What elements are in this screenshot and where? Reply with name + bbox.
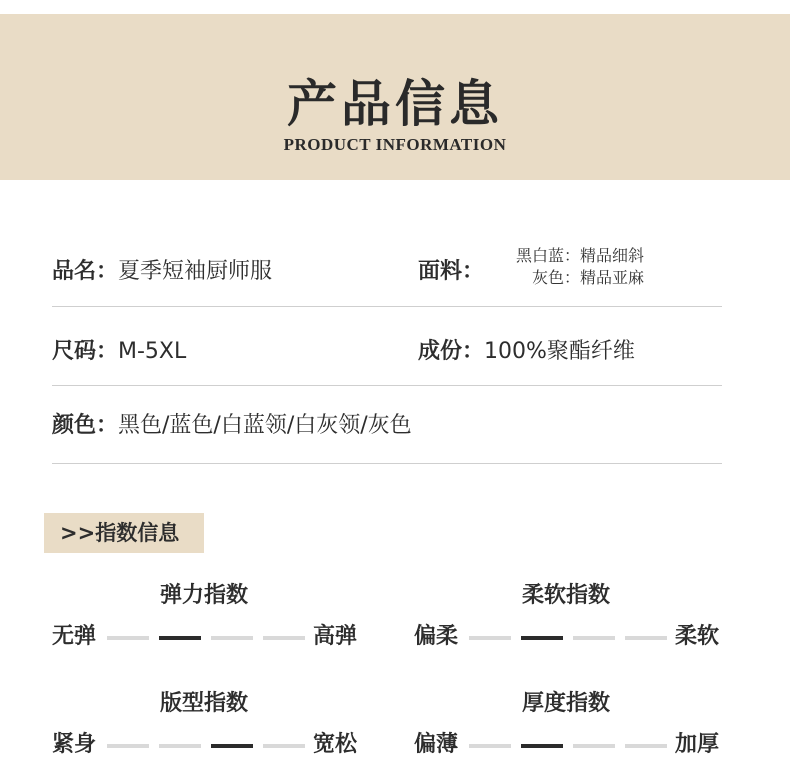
scale-segment-active xyxy=(521,744,563,748)
color-label: 颜色： xyxy=(52,413,119,438)
scale-segment xyxy=(107,636,149,640)
fabric-label: 面料： xyxy=(418,259,485,284)
scale-segment xyxy=(107,744,149,748)
scale-segment xyxy=(159,744,201,748)
scale-segment-active xyxy=(211,744,253,748)
scale-segment xyxy=(263,744,305,748)
color-value: 黑色/蓝色/白蓝领/白灰领/灰色 xyxy=(118,413,412,438)
index-title: 厚度指数 xyxy=(521,691,610,716)
product-name-field xyxy=(52,254,272,285)
scale-max-label: 宽松 xyxy=(313,732,358,757)
fabric-value-1: 黑白蓝：精品细斜 xyxy=(515,246,644,265)
divider xyxy=(52,463,722,464)
page-title: 产品信息 xyxy=(287,74,503,133)
scale-segment xyxy=(263,636,305,640)
scale-min-label: 无弹 xyxy=(52,624,97,649)
fabric-value-2: 灰色：精品亚麻 xyxy=(531,268,644,287)
scale-segment xyxy=(573,744,615,748)
index-title: 弹力指数 xyxy=(159,583,248,608)
composition-label: 成份： xyxy=(418,339,485,364)
product-name-label: 品名： xyxy=(52,259,119,284)
size-field xyxy=(52,334,186,365)
scale-min-label: 偏柔 xyxy=(414,624,459,649)
scale-max-label: 加厚 xyxy=(675,732,720,757)
scale-segment-active xyxy=(521,636,563,640)
scale-max-label: 高弹 xyxy=(313,624,358,649)
size-value: M-5XL xyxy=(118,339,187,364)
scale-min-label: 偏薄 xyxy=(414,732,459,757)
index-scale xyxy=(414,622,724,652)
divider xyxy=(52,306,722,307)
index-scale xyxy=(52,622,362,652)
header-banner xyxy=(0,14,790,180)
index-section-badge: >>指数信息 xyxy=(44,513,204,553)
scale-segment xyxy=(211,636,253,640)
composition-field xyxy=(418,334,635,365)
scale-segment xyxy=(469,636,511,640)
page-subtitle: PRODUCT INFORMATION xyxy=(283,135,507,154)
divider xyxy=(52,385,722,386)
product-name-value: 夏季短袖厨师服 xyxy=(118,259,273,284)
scale-segment xyxy=(469,744,511,748)
fabric-values xyxy=(488,245,644,289)
color-field xyxy=(52,408,412,439)
scale-segment xyxy=(573,636,615,640)
scale-segment-active xyxy=(159,636,201,640)
scale-segment xyxy=(625,636,667,640)
scale-min-label: 紧身 xyxy=(52,732,97,757)
index-title: 版型指数 xyxy=(159,691,248,716)
size-label: 尺码： xyxy=(52,339,119,364)
composition-value: 100%聚酯纤维 xyxy=(484,339,635,364)
scale-segment xyxy=(625,744,667,748)
index-scale xyxy=(414,730,724,760)
index-title: 柔软指数 xyxy=(521,583,610,608)
scale-max-label: 柔软 xyxy=(675,624,720,649)
index-scale xyxy=(52,730,362,760)
